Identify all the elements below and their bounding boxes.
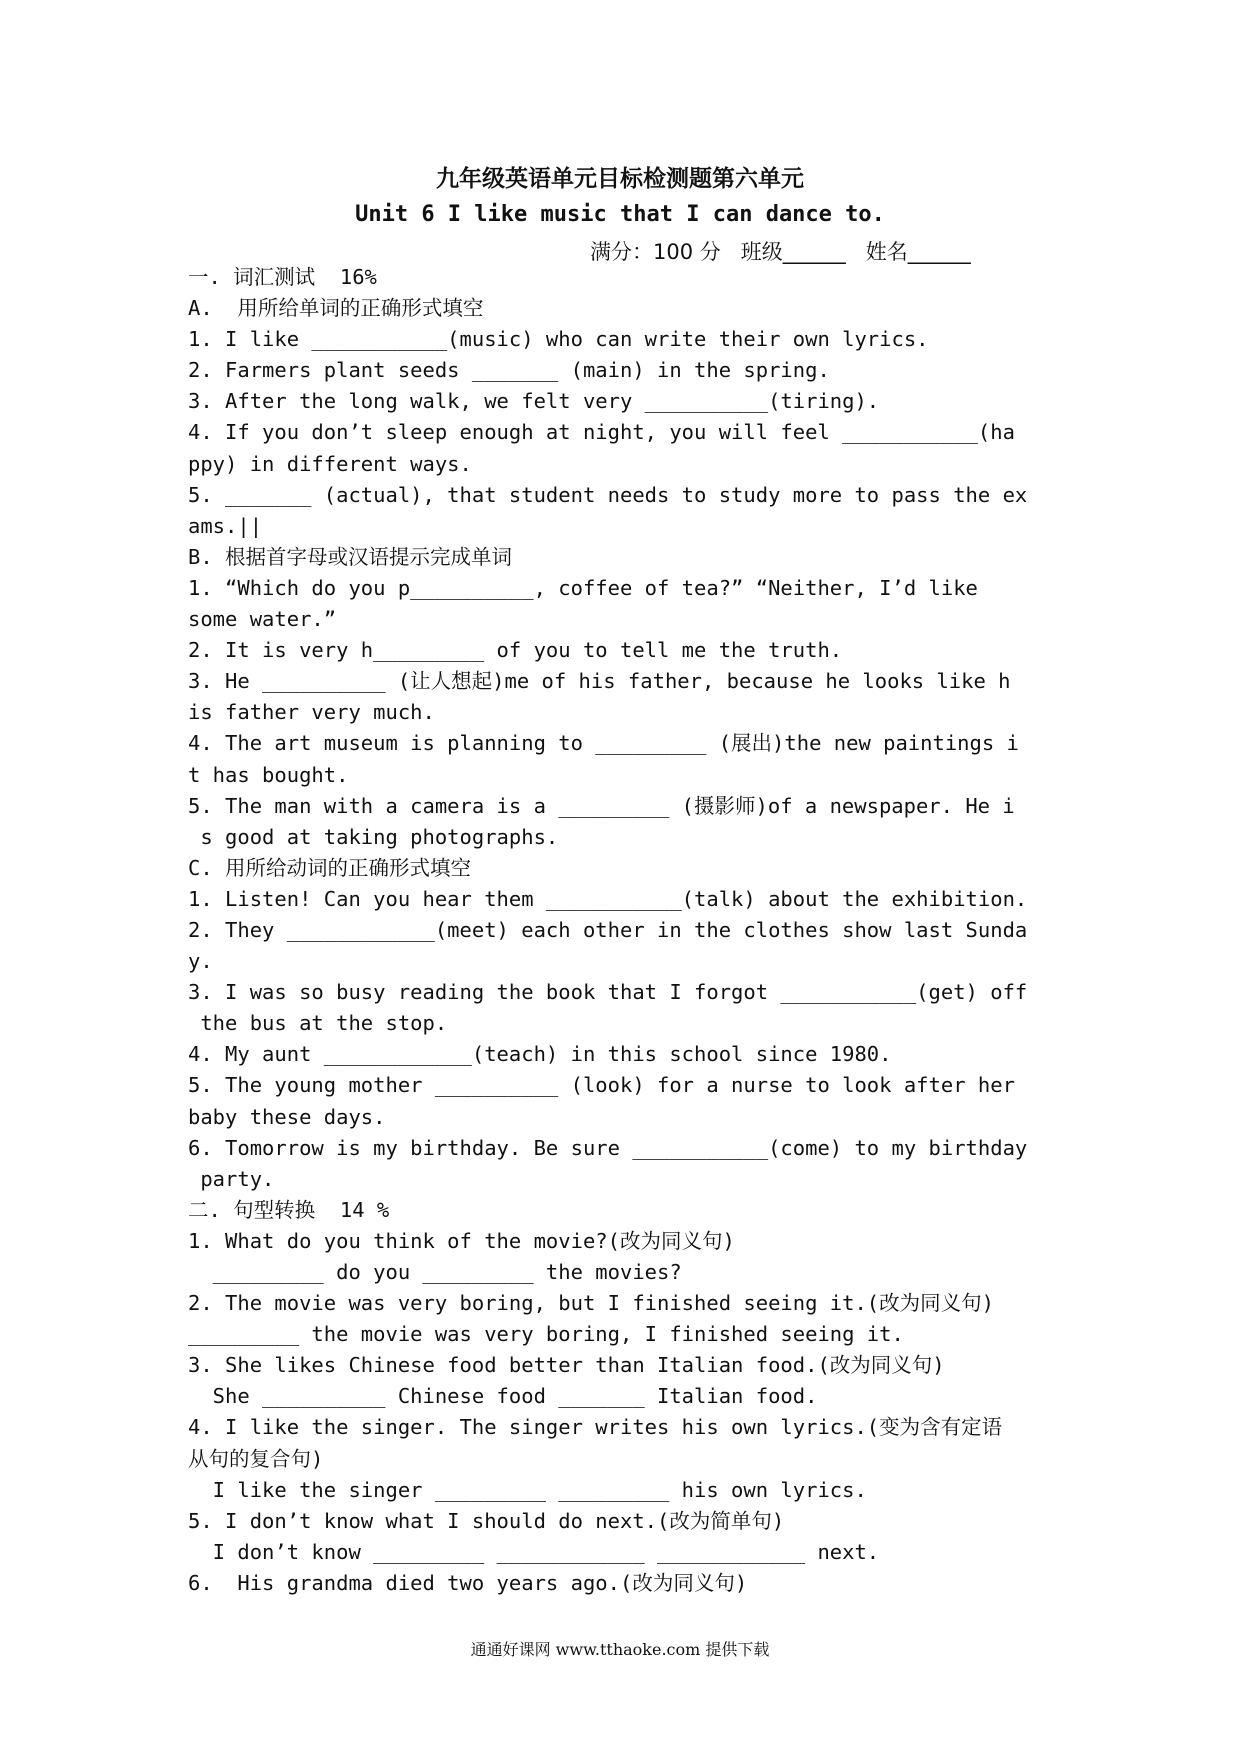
- text-line: y.: [188, 949, 213, 974]
- text-line: 3. After the long walk, we felt very __________(tiring).: [188, 389, 880, 414]
- text-line: some water.”: [188, 607, 337, 632]
- text-line: I don’t know _________ ____________ ____________ next.: [188, 1539, 880, 1564]
- text-line: 4. If you don’t sleep enough at night, you will feel ___________(ha: [188, 420, 1015, 445]
- text-line: ppy) in different ways.: [188, 451, 472, 476]
- text-line: 1. “Which do you p__________, coffee of tea?” “Neither, I’d like: [188, 575, 978, 600]
- text-line: 5. _______ (actual), that student needs to study more to pass the ex: [188, 482, 1028, 507]
- exam-title-english: Unit 6 I like music that I can dance to.: [355, 202, 885, 227]
- text-line: 一. 词汇测试 16%: [188, 265, 377, 289]
- text-line: B. 根据首字母或汉语提示完成单词: [188, 544, 513, 569]
- text-line: 1. Listen! Can you hear them ___________(talk) about the exhibition.: [188, 886, 1028, 911]
- text-line: 1. What do you think of the movie?(改为同义句): [188, 1228, 735, 1253]
- text-line: A. 用所给单词的正确形式填空: [188, 296, 484, 321]
- text-line: 3. He __________ (让人想起)me of his father, because he looks like h: [188, 669, 1011, 694]
- text-line: 1. I like ___________(music) who can write their own lyrics.: [188, 327, 929, 352]
- text-line: 二. 句型转换 14 %: [188, 1197, 390, 1222]
- text-line: 4. My aunt ____________(teach) in this school since 1980.: [188, 1042, 892, 1067]
- text-line: 6. Tomorrow is my birthday. Be sure ___________(come) to my birthday: [188, 1135, 1028, 1160]
- text-line: 3. I was so busy reading the book that I forgot ___________(get) off: [188, 980, 1028, 1005]
- text-line: C. 用所给动词的正确形式填空: [188, 855, 472, 880]
- text-line: 4. The art museum is planning to _________ (展出)the new paintings i: [188, 731, 1019, 756]
- text-line: 6. His grandma died two years ago.(改为同义句): [188, 1570, 748, 1595]
- text-line: party.: [188, 1166, 275, 1191]
- text-line: 从句的复合句): [188, 1446, 324, 1471]
- text-line: 2. The movie was very boring, but I finished seeing it.(改为同义句): [188, 1291, 994, 1316]
- score-class-name-line: 满分：100 分 班级______ 姓名______: [590, 240, 971, 264]
- text-line: _________ do you _________ the movies?: [188, 1260, 682, 1284]
- text-line: t has bought.: [188, 762, 349, 787]
- text-line: ams.||: [188, 513, 263, 538]
- text-line: I like the singer _________ _________ his own lyrics.: [188, 1477, 867, 1502]
- text-line: the bus at the stop.: [188, 1011, 448, 1036]
- text-line: is father very much.: [188, 700, 435, 725]
- text-line: 3. She likes Chinese food better than Italian food.(改为同义句): [188, 1353, 945, 1378]
- text-line: 5. The young mother __________ (look) for a nurse to look after her: [188, 1073, 1015, 1098]
- exam-title-chinese: 九年级英语单元目标检测题第六单元: [436, 166, 804, 192]
- exam-body: [188, 262, 1058, 1599]
- text-line: 4. I like the singer. The singer writes his own lyrics.(变为含有定语: [188, 1415, 1003, 1440]
- footer-source: 通通好课网 www.tthaoke.com 提供下载: [470, 1640, 770, 1659]
- text-line: She __________ Chinese food _______ Italian food.: [188, 1384, 818, 1409]
- text-line: 5. I don’t know what I should do next.(改为简单句): [188, 1508, 785, 1533]
- text-line: s good at taking photographs.: [188, 824, 559, 849]
- text-line: 5. The man with a camera is a _________ (摄影师)of a newspaper. He i: [188, 793, 1015, 818]
- text-line: baby these days.: [188, 1104, 386, 1129]
- text-line: 2. They ____________(meet) each other in the clothes show last Sunda: [188, 917, 1028, 942]
- text-line: 2. It is very h_________ of you to tell me the truth.: [188, 638, 843, 663]
- text-line: _________ the movie was very boring, I finished seeing it.: [188, 1322, 904, 1347]
- text-line: 2. Farmers plant seeds _______ (main) in the spring.: [188, 358, 830, 383]
